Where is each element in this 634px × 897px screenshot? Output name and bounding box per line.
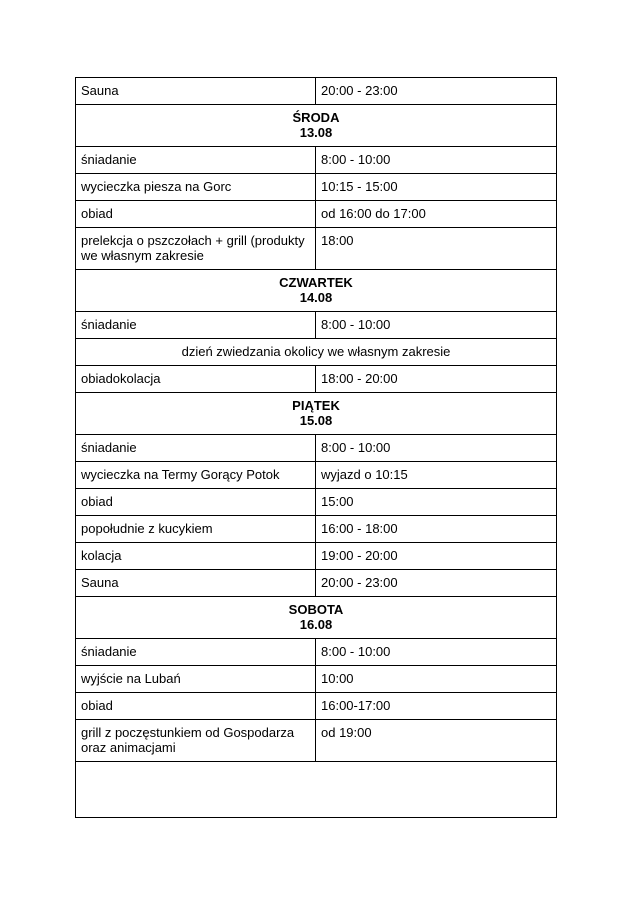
time-cell: 15:00 xyxy=(316,489,557,516)
activity-cell: śniadanie xyxy=(76,312,316,339)
time-cell: 20:00 - 23:00 xyxy=(316,78,557,105)
table-row xyxy=(76,693,557,720)
activity-cell: obiad xyxy=(76,489,316,516)
note-row xyxy=(76,339,557,366)
time-cell: 18:00 xyxy=(316,228,557,270)
table-row xyxy=(76,147,557,174)
activity-cell: śniadanie xyxy=(76,435,316,462)
table-row xyxy=(76,366,557,393)
activity-cell: wyjście na Lubań xyxy=(76,666,316,693)
activity-cell: wycieczka piesza na Gorc xyxy=(76,174,316,201)
activity-cell: obiad xyxy=(76,201,316,228)
activity-cell: Sauna xyxy=(76,570,316,597)
day-header-row xyxy=(76,393,557,435)
time-cell: 10:15 - 15:00 xyxy=(316,174,557,201)
table-row xyxy=(76,174,557,201)
time-cell: od 19:00 xyxy=(316,720,557,762)
day-header-row xyxy=(76,105,557,147)
activity-cell: prelekcja o pszczołach + grill (produkty we własnym zakresie xyxy=(76,228,316,270)
table-row xyxy=(76,78,557,105)
table-row xyxy=(76,639,557,666)
activity-cell: grill z poczęstunkiem od Gospodarza oraz animacjami xyxy=(76,720,316,762)
time-cell: 19:00 - 20:00 xyxy=(316,543,557,570)
table-row xyxy=(76,570,557,597)
time-cell: 8:00 - 10:00 xyxy=(316,147,557,174)
day-date: 14.08 xyxy=(299,290,333,305)
table-row xyxy=(76,516,557,543)
activity-cell: śniadanie xyxy=(76,639,316,666)
time-cell: wyjazd o 10:15 xyxy=(316,462,557,489)
table-row xyxy=(76,201,557,228)
day-header-row xyxy=(76,597,557,639)
table-row xyxy=(76,720,557,762)
table-row xyxy=(76,312,557,339)
time-cell: 16:00-17:00 xyxy=(316,693,557,720)
time-cell: od 16:00 do 17:00 xyxy=(316,201,557,228)
day-header xyxy=(76,597,557,639)
table-row xyxy=(76,543,557,570)
day-header-row xyxy=(76,270,557,312)
activity-cell: śniadanie xyxy=(76,147,316,174)
activity-cell: kolacja xyxy=(76,543,316,570)
time-cell: 8:00 - 10:00 xyxy=(316,435,557,462)
day-header xyxy=(76,393,557,435)
time-cell: 18:00 - 20:00 xyxy=(316,366,557,393)
activity-cell: Sauna xyxy=(76,78,316,105)
table-row xyxy=(76,462,557,489)
time-cell: 10:00 xyxy=(316,666,557,693)
day-date: 16.08 xyxy=(299,617,333,632)
day-name: ŚRODA xyxy=(292,110,340,125)
activity-cell: popołudnie z kucykiem xyxy=(76,516,316,543)
time-cell: 20:00 - 23:00 xyxy=(316,570,557,597)
day-name: SOBOTA xyxy=(288,602,344,617)
table-row xyxy=(76,666,557,693)
day-name: PIĄTEK xyxy=(292,398,340,413)
activity-cell: wycieczka na Termy Gorący Potok xyxy=(76,462,316,489)
time-cell: 8:00 - 10:00 xyxy=(316,639,557,666)
table-row xyxy=(76,489,557,516)
empty-cell xyxy=(76,762,557,818)
day-header xyxy=(76,270,557,312)
table-row xyxy=(76,435,557,462)
time-cell: 16:00 - 18:00 xyxy=(316,516,557,543)
table-row xyxy=(76,228,557,270)
schedule-table xyxy=(75,77,557,818)
note-cell: dzień zwiedzania okolicy we własnym zakresie xyxy=(76,339,557,366)
day-date: 15.08 xyxy=(299,413,333,428)
activity-cell: obiad xyxy=(76,693,316,720)
activity-cell: obiadokolacja xyxy=(76,366,316,393)
day-date: 13.08 xyxy=(299,125,333,140)
time-cell: 8:00 - 10:00 xyxy=(316,312,557,339)
empty-row xyxy=(76,762,557,818)
day-name: CZWARTEK xyxy=(279,275,353,290)
day-header xyxy=(76,105,557,147)
